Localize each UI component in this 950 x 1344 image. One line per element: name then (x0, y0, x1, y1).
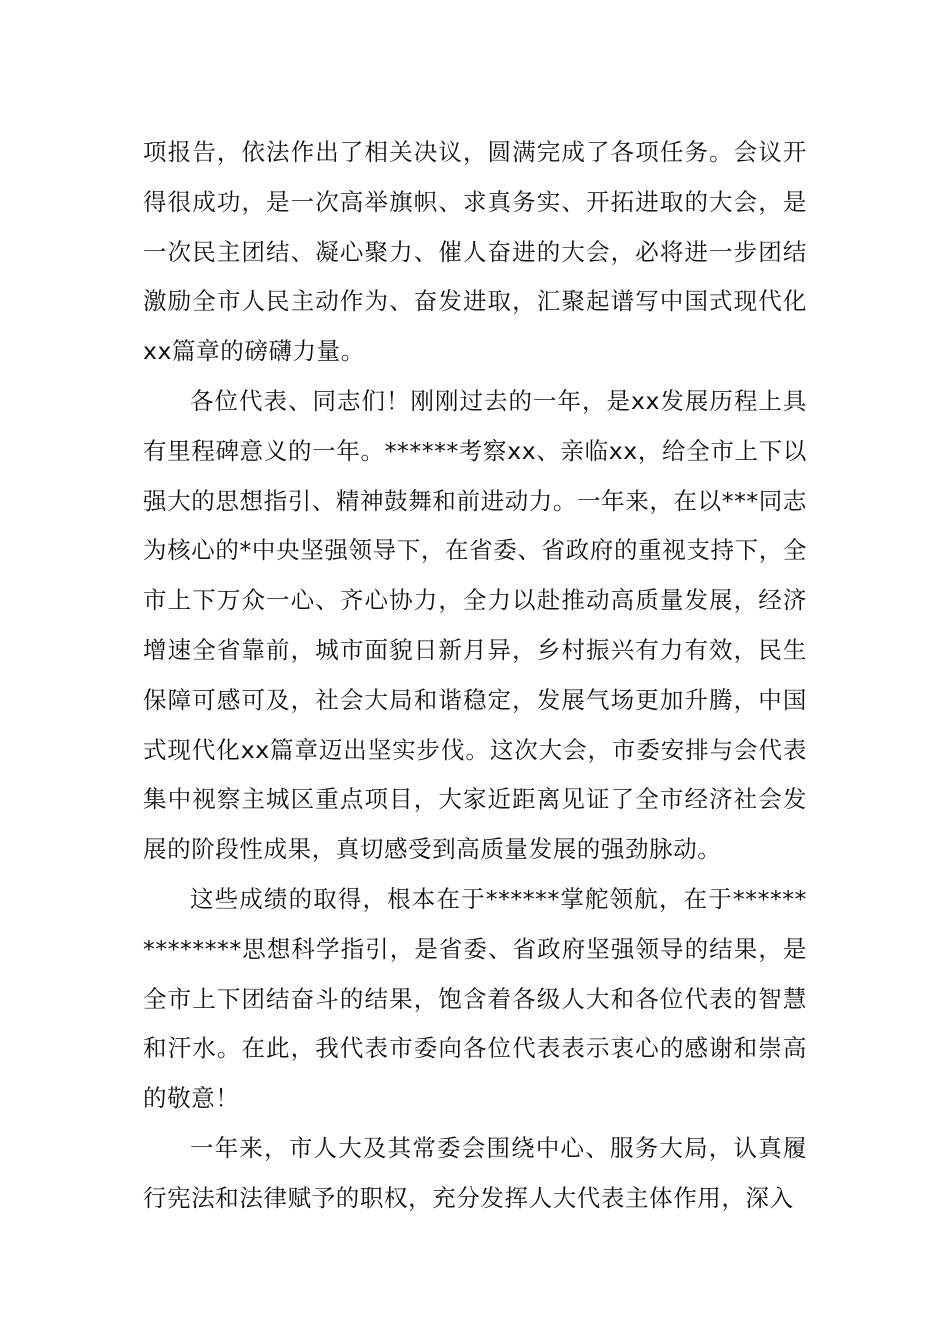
paragraph-2: 各位代表、同志们！刚刚过去的一年，是xx发展历程上具有里程碑意义的一年。******考察xx、亲临xx，给全市上下以强大的思想指引、精神鼓舞和前进动力。一年来，在以***同志为核心的*中央坚强领导下，在省委、省政府的重视支持下，全市上下万众一心、齐心协力，全力以赴推动高质量发展，经济增速全省靠前，城市面貌日新月异，乡村振兴有力有效，民生保障可感可及，社会大局和谐稳定，发展气场更加升腾，中国式现代化xx篇章迈出坚实步伐。这次大会，市委安排与会代表集中视察主城区重点项目，大家近距离见证了全市经济社会发展的阶段性成果，真切感受到高质量发展的强劲脉动。 (143, 386, 807, 864)
document-body (143, 128, 807, 1224)
paragraph-1: 项报告，依法作出了相关决议，圆满完成了各项任务。会议开得很成功，是一次高举旗帜、求真务实、开拓进取的大会，是一次民主团结、凝心聚力、催人奋进的大会，必将进一步团结激励全市人民主动作为、奋发进取，汇聚起谱写中国式现代化xx篇章的磅礴力量。 (143, 138, 807, 366)
paragraph-3: 这些成绩的取得，根本在于******掌舵领航，在于**************思想科学指引，是省委、省政府坚强领导的结果，是全市上下团结奋斗的结果，饱含着各级人大和各位代表的智慧和汗水。在此，我代表市委向各位代表表示衷心的感谢和崇高的敬意！ (143, 884, 807, 1113)
paragraph-4: 一年来，市人大及其常委会围绕中心、服务大局，认真履行宪法和法律赋予的职权，充分发挥人大代表主体作用，深入 (143, 1133, 807, 1212)
